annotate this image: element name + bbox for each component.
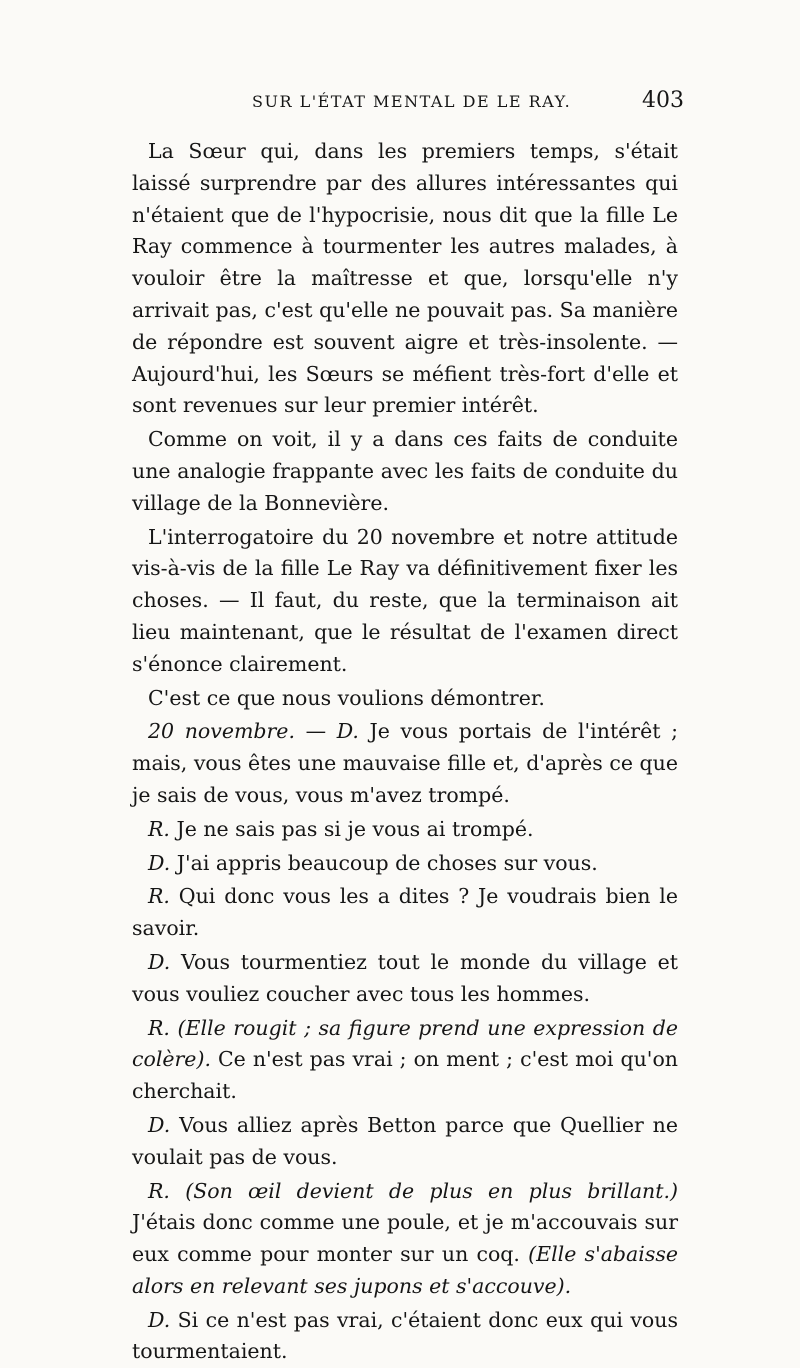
dialogue-line: D. J'ai appris beaucoup de choses sur vous. [148, 850, 598, 875]
speaker-label: R. [148, 884, 170, 909]
paragraph-conclusion: C'est ce que nous voulions démontrer. [148, 685, 545, 710]
page-header [132, 88, 684, 124]
dialogue-line: 20 novembre. — D. Je vous portais de l'intérêt ; mais, vous êtes une mauvaise fille et, d'après ce que je sais de vous, vous m'avez trompé. [132, 719, 678, 807]
speaker-label: D. [148, 1112, 171, 1137]
page-number: 403 [642, 88, 684, 113]
dialogue-line: R. (Elle rougit ; sa figure prend une expression de colère). Ce n'est pas vrai ; on ment ; c'est moi qu'on cherchait. [132, 1015, 678, 1104]
paragraph-analogy: Comme on voit, il y a dans ces faits de conduite une analogie frappante avec les faits de conduite du village de la Bonnevière. [132, 427, 678, 515]
paragraph-interrogation-intro: L'interrogatoire du 20 novembre et notre attitude vis-à-vis de la fille Le Ray va définitivement fixer les choses. — Il faut, du reste, que la terminaison ait lieu maintenant, que le résultat de l'examen direct s'énonce clairement. [132, 524, 678, 676]
dialogue-line: R. Qui donc vous les a dites ? Je voudrais bien le savoir. [132, 884, 678, 941]
speaker-label: D. [336, 719, 359, 744]
stage-direction: (Elle rougit ; sa figure prend une expression de colère). [132, 1015, 678, 1072]
speaker-label: R. [148, 816, 170, 841]
speaker-label: D. [148, 949, 171, 974]
dialogue-line: D. Si ce n'est pas vrai, c'étaient donc eux qui vous tourmentaient. [132, 1307, 678, 1364]
stage-direction: (Elle s'abaisse alors en relevant ses jupons et s'accouve). [132, 1242, 678, 1298]
dialogue-line: R. (Son œil devient de plus en plus brillant.) J'étais donc comme une poule, et je m'accouvais sur eux comme pour monter sur un coq. (Elle s'abaisse alors en relevant ses jupons et s'accouve). [132, 1178, 678, 1298]
page-body [132, 136, 678, 1368]
dialogue-line: D. Vous alliez après Betton parce que Quellier ne voulait pas de vous. [132, 1112, 678, 1169]
speaker-label: D. [148, 850, 171, 875]
speaker-label: R. [148, 1178, 170, 1203]
speaker-label: R. [148, 1015, 170, 1040]
dialogue-date: 20 novembre. [148, 719, 295, 744]
speaker-label: D. [148, 1307, 171, 1332]
running-title: SUR L'ÉTAT MENTAL DE LE RAY. [252, 92, 572, 111]
dialogue-line: R. Je ne sais pas si je vous ai trompé. [148, 816, 534, 841]
dialogue-line: D. Vous tourmentiez tout le monde du village et vous vouliez coucher avec tous les hommes. [132, 949, 678, 1006]
stage-direction: (Son œil devient de plus en plus brillant.) [169, 1178, 678, 1203]
paragraph-sisters-report: La Sœur qui, dans les premiers temps, s'était laissé surprendre par des allures intéressantes qui n'étaient que de l'hypocrisie, nous dit que la fille Le Ray commence à tourmenter les autres malades, à vouloir être la maîtresse et que, lorsqu'elle n'y arrivait pas, c'est qu'elle ne pouvait pas. Sa manière de répondre est souvent aigre et très-insolente. — Aujourd'hui, les Sœurs se méfient très-fort d'elle et sont revenues sur leur premier intérêt. [132, 139, 678, 418]
